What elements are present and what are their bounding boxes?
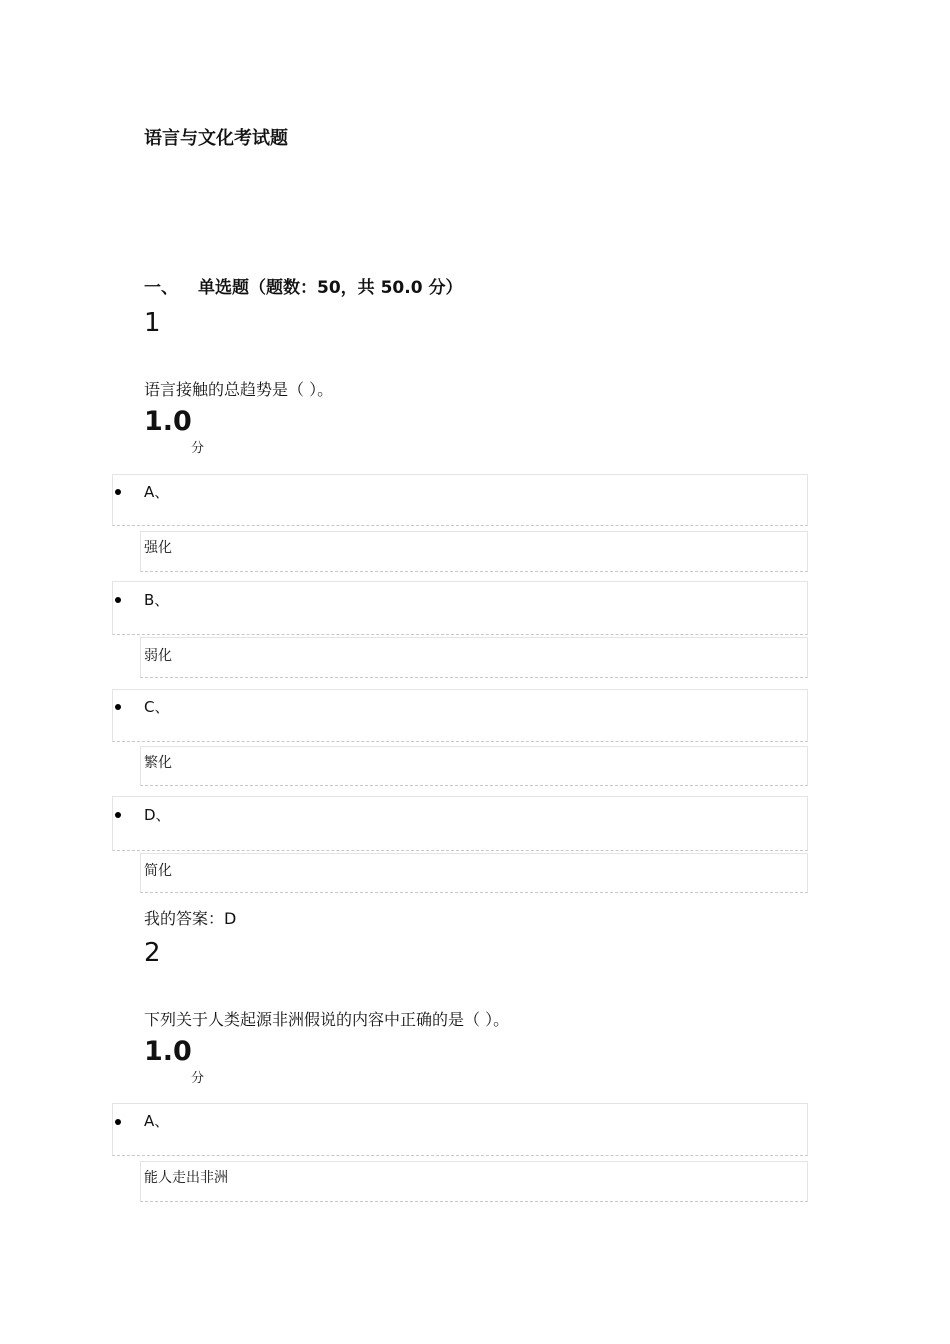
question-number: 1 <box>144 308 161 338</box>
bullet-icon <box>115 489 121 495</box>
option-c-letter: C、 <box>144 698 170 716</box>
option-c-text: 繁化 <box>144 755 172 771</box>
option-a-text-box <box>140 531 808 572</box>
option-d-text-box <box>140 853 808 893</box>
my-answer: 我的答案：D <box>144 909 237 928</box>
question-score: 1.0 <box>144 406 192 437</box>
section-heading <box>144 273 462 298</box>
option-d-text: 简化 <box>144 863 172 879</box>
option-b-row[interactable] <box>112 581 808 635</box>
option-c-row[interactable] <box>112 689 808 742</box>
section-label: 单选题（题数：50，共 50.0 分） <box>198 278 463 298</box>
option-a-letter: A、 <box>144 483 170 501</box>
option-d-letter: D、 <box>144 806 171 824</box>
bullet-icon <box>115 597 121 603</box>
question-score-unit: 分 <box>191 1071 205 1086</box>
option-b-letter: B、 <box>144 591 170 609</box>
option-a-text: 能人走出非洲 <box>144 1170 228 1186</box>
bullet-icon <box>115 1119 121 1125</box>
option-a-text-box <box>140 1161 808 1202</box>
document-title: 语言与文化考试题 <box>144 128 288 149</box>
question-number: 2 <box>144 938 161 968</box>
question-text: 语言接触的总趋势是（ ）。 <box>144 380 334 399</box>
option-b-text: 弱化 <box>144 648 172 664</box>
option-b-text-box <box>140 637 808 678</box>
option-d-row[interactable] <box>112 796 808 851</box>
section-number: 一、 <box>144 278 178 298</box>
question-score: 1.0 <box>144 1036 192 1067</box>
option-c-text-box <box>140 746 808 786</box>
bullet-icon <box>115 812 121 818</box>
question-score-unit: 分 <box>191 441 205 456</box>
option-a-letter: A、 <box>144 1112 170 1130</box>
question-text: 下列关于人类起源非洲假说的内容中正确的是（ ）。 <box>144 1010 510 1029</box>
option-a-row[interactable] <box>112 1103 808 1156</box>
bullet-icon <box>115 704 121 710</box>
option-a-text: 强化 <box>144 540 172 556</box>
option-a-row[interactable] <box>112 474 808 526</box>
